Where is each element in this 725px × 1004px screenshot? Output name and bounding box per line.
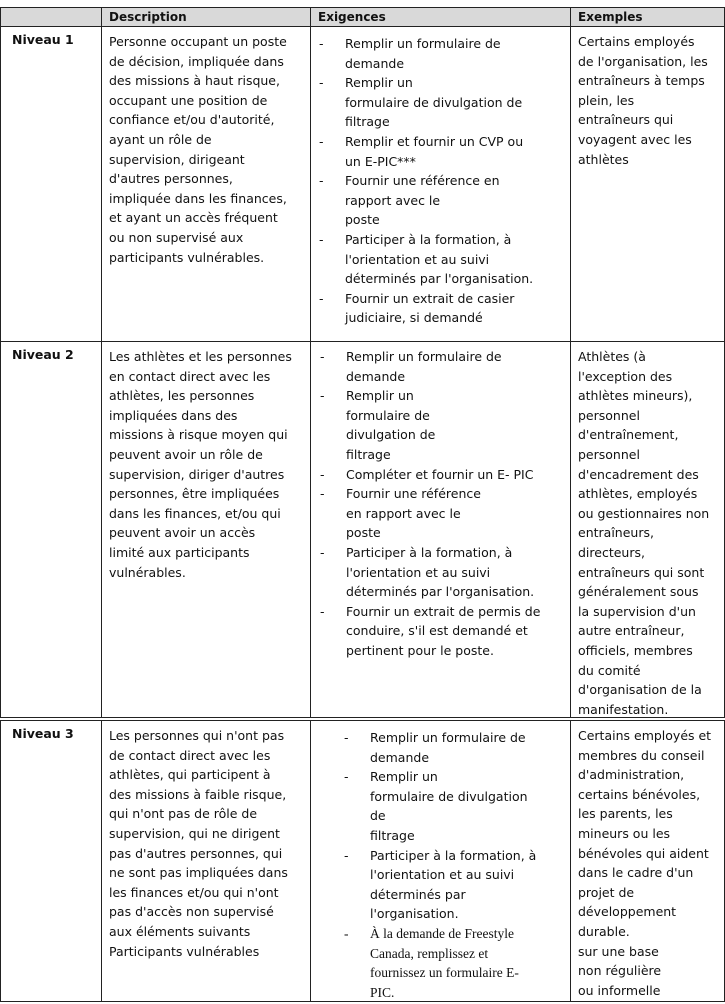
requirement-text: Remplir un formulaire de divulgation de filtrage	[346, 388, 436, 462]
bullet-dash-icon: -	[319, 75, 324, 91]
bullet-dash-icon: -	[320, 466, 325, 482]
bullet-dash-icon: -	[344, 769, 349, 785]
requirement-item	[320, 465, 567, 485]
requirement-item	[344, 767, 567, 845]
requirement-item	[319, 171, 567, 230]
examples-text: Athlètes (à l'exception des athlètes mineurs), personnel d'entraînement, personnel d'encadrement des athlètes, employés ou gestionnaires non entraîneurs, directeurs, entraîneurs qui sont généralement sous la supervision d'un autre entraîneur, officiels, membres du comité d'organisation de la manifestation.	[578, 349, 710, 717]
requirement-text: Fournir un extrait de casier judiciaire, si demandé	[345, 290, 515, 326]
requirements-list	[320, 347, 567, 661]
requirement-item	[320, 386, 567, 464]
requirement-text: À la demande de Freestyle Canada, remplissez et fournissez un formulaire E- PIC.	[370, 925, 519, 1000]
requirement-item	[320, 543, 567, 602]
header-cell-requirements	[310, 8, 570, 26]
requirement-text: Remplir un formulaire de divulgation de filtrage	[370, 769, 528, 843]
requirements-cell	[310, 27, 570, 341]
requirement-text: Fournir un extrait de permis de conduire, s'il est demandé et pertinent pour le poste.	[346, 603, 541, 658]
level-cell	[1, 27, 101, 341]
bullet-dash-icon: -	[319, 231, 324, 247]
requirement-item	[320, 602, 567, 661]
requirement-item	[344, 728, 567, 767]
bullet-dash-icon: -	[344, 925, 349, 941]
bullet-dash-icon: -	[319, 36, 324, 51]
bullet-dash-icon: -	[344, 730, 349, 745]
requirement-text: Remplir un formulaire de demande	[370, 730, 526, 765]
requirement-item	[320, 347, 567, 386]
level-label: Niveau 3	[12, 726, 74, 741]
requirements-list	[319, 34, 567, 328]
requirements-cell	[310, 721, 570, 1001]
bullet-dash-icon: -	[320, 388, 325, 404]
requirement-item	[319, 132, 567, 171]
requirement-text: Fournir une référence en rapport avec le poste	[346, 486, 481, 541]
examples-text: Certains employés de l'organisation, les entraîneurs à temps plein, les entraîneurs qui voyagent avec les athlètes	[578, 34, 708, 167]
header-description: Description	[109, 10, 187, 24]
bullet-dash-icon: -	[344, 847, 349, 863]
description-cell	[101, 27, 310, 341]
requirement-item	[320, 484, 567, 543]
requirement-text: Compléter et fournir un E- PIC	[346, 466, 534, 482]
requirement-text: Fournir une référence en rapport avec le poste	[345, 173, 500, 228]
description-cell	[101, 342, 310, 717]
requirements-cell	[310, 342, 570, 717]
description-text: Personne occupant un poste de décision, impliquée dans des missions à haut risque, occupant une position de confiance et/ou d'autorité, ayant un rôle de supervision, dirigeant d'autres personnes, impliquée dans les finances, et ayant un accès fréquent ou non supervisé aux participants vulnérables.	[109, 34, 287, 265]
examples-cell	[570, 721, 725, 1001]
description-cell	[101, 721, 310, 1001]
table-row-level-2	[0, 341, 725, 718]
header-cell-description	[101, 8, 310, 26]
requirements-list	[344, 728, 567, 1002]
description-text: Les personnes qui n'ont pas de contact direct avec les athlètes, qui participent à des missions à faible risque, qui n'ont pas de rôle de supervision, qui ne dirigent pas d'autres personnes, qui ne sont pas impliquées dans les finances et/ou qui n'ont pas d'accès non supervisé aux éléments suivants Participants vulnérables	[109, 728, 288, 959]
table-header-row	[0, 7, 725, 27]
description-text: Les athlètes et les personnes en contact direct avec les athlètes, les personnes impliquées dans des missions à risque moyen qui peuvent avoir un rôle de supervision, diriger d'autres personnes, être impliquées dans les finances, et/ou qui peuvent avoir un accès limité aux participants vulnérables.	[109, 349, 292, 580]
requirement-text: Remplir un formulaire de demande	[345, 36, 501, 71]
requirement-item	[344, 924, 567, 1002]
level-label: Niveau 1	[12, 32, 74, 47]
requirement-item	[319, 34, 567, 73]
header-cell-level	[1, 8, 101, 26]
requirement-text: Participer à la formation, à l'orientation et au suivi déterminés par l'organisation.	[370, 847, 537, 922]
bullet-dash-icon: -	[320, 486, 325, 502]
requirement-item	[344, 846, 567, 924]
bullet-dash-icon: -	[319, 173, 324, 189]
bullet-dash-icon: -	[320, 603, 325, 619]
examples-cell	[570, 27, 725, 341]
table-row-level-3	[0, 720, 725, 1002]
examples-cell	[570, 342, 725, 717]
table-row-level-1	[0, 26, 725, 342]
bullet-dash-icon: -	[319, 133, 324, 149]
header-examples: Exemples	[578, 10, 643, 24]
header-cell-examples	[570, 8, 725, 26]
requirement-text: Remplir et fournir un CVP ou un E-PIC***	[345, 133, 524, 169]
bullet-dash-icon: -	[319, 290, 324, 306]
requirement-item	[319, 289, 567, 328]
header-requirements: Exigences	[318, 10, 386, 24]
level-cell	[1, 721, 101, 1001]
bullet-dash-icon: -	[320, 349, 325, 364]
bullet-dash-icon: -	[320, 544, 325, 560]
examples-text: Certains employés et membres du conseil d'administration, certains bénévoles, les parents, les mineurs ou les bénévoles qui aident dans le cadre d'un projet de développement durable. sur une base non régulière ou informelle	[578, 728, 712, 998]
requirement-item	[319, 230, 567, 289]
level-label: Niveau 2	[12, 347, 74, 362]
requirement-text: Remplir un formulaire de demande	[346, 349, 502, 384]
requirement-text: Participer à la formation, à l'orientation et au suivi déterminés par l'organisation.	[345, 231, 534, 287]
requirement-item	[319, 73, 567, 132]
requirement-text: Participer à la formation, à l'orientation et au suivi déterminés par l'organisation.	[346, 544, 535, 600]
level-cell	[1, 342, 101, 717]
requirement-text: Remplir un formulaire de divulgation de filtrage	[345, 75, 523, 130]
